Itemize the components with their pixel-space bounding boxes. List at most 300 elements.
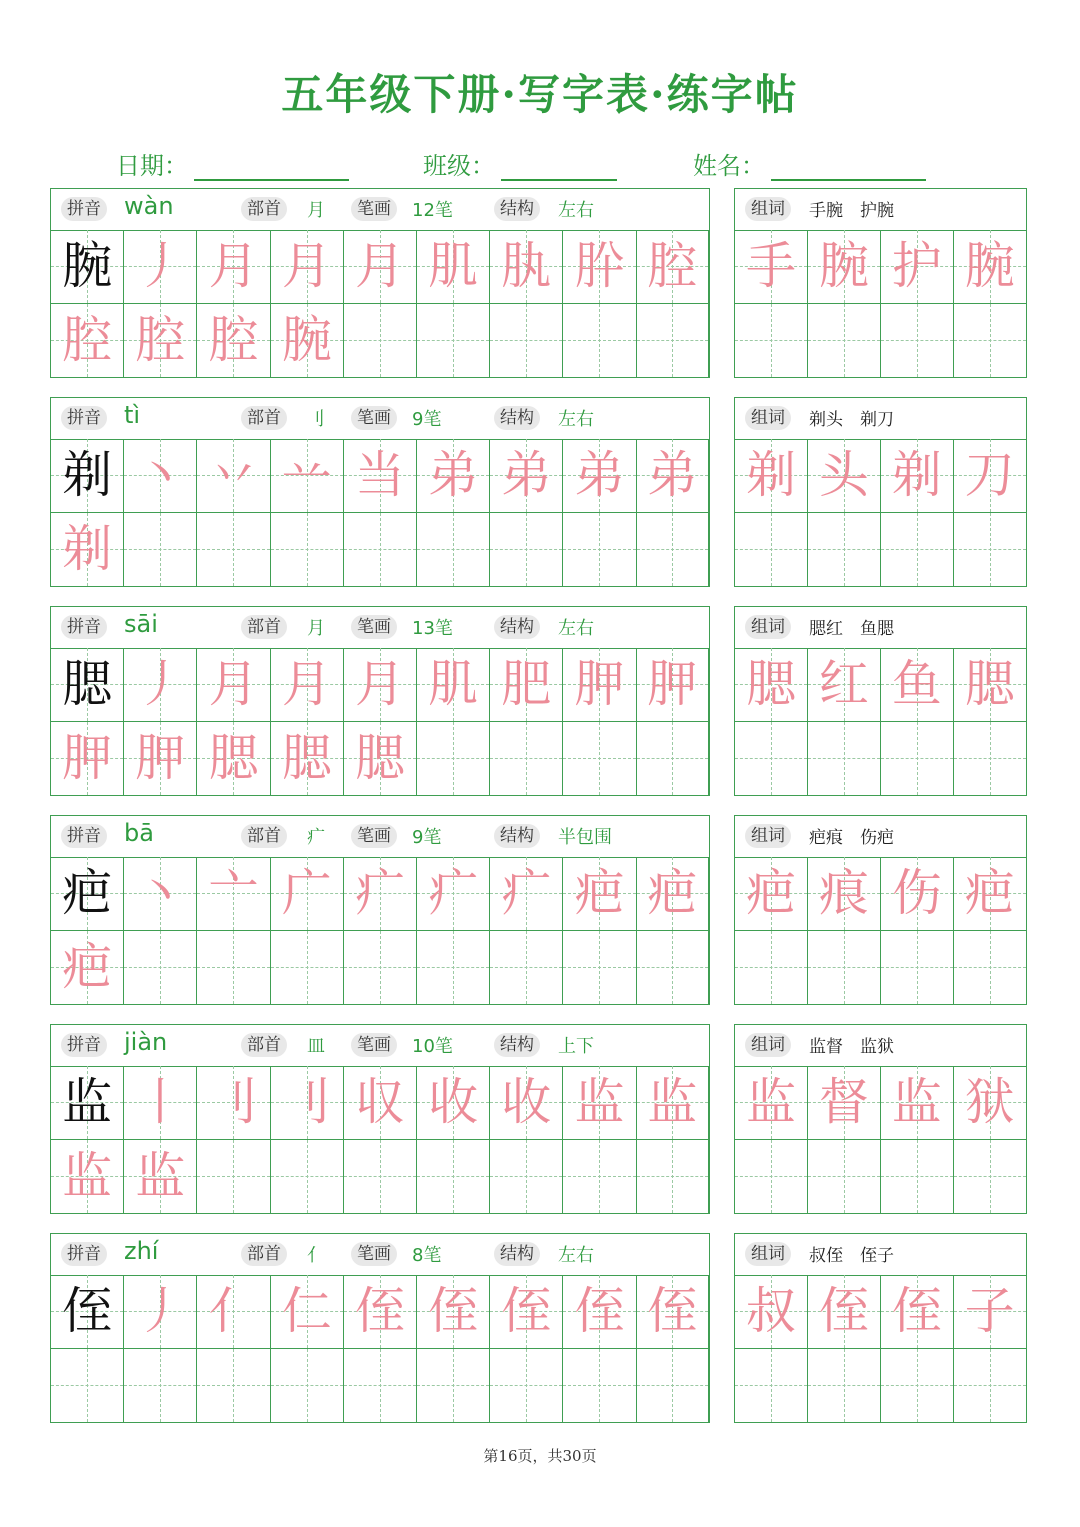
grid-cell[interactable] (417, 439, 490, 513)
strokes-value: 10笔 (412, 1036, 453, 1057)
grid-cell[interactable] (637, 1066, 709, 1140)
grid-cell[interactable] (490, 931, 563, 1005)
words-tag: 组词 (745, 197, 791, 221)
grid-cell[interactable] (490, 1140, 563, 1214)
grid-cell[interactable] (197, 1066, 270, 1140)
char-info-row (51, 816, 709, 858)
stroke-step-character: 胛 (62, 728, 113, 787)
char-practice-panel (50, 606, 710, 796)
stroke-step-character: 疤 (574, 864, 625, 922)
word-cell[interactable] (808, 1275, 881, 1349)
word-character: 腕 (964, 237, 1015, 295)
grid-cell[interactable] (637, 722, 709, 796)
word-cell[interactable] (735, 230, 808, 304)
grid-cell[interactable] (344, 230, 417, 304)
page-title: 五年级下册·写字表·练字帖 (281, 70, 799, 119)
stroke-step-character: 疒 (501, 864, 552, 922)
grid-cell[interactable] (51, 1349, 124, 1423)
strokes-tag: 笔画 (351, 824, 397, 848)
word-cell[interactable] (735, 1066, 808, 1140)
grid-cell[interactable] (124, 304, 197, 378)
grid-cell[interactable] (197, 439, 270, 513)
stroke-step-character: 亠 (208, 864, 259, 922)
word-cell[interactable] (735, 722, 808, 796)
stroke-step-character: 收 (428, 1073, 479, 1131)
cell-guide-vertical (526, 931, 527, 1005)
grid-cell[interactable] (490, 1349, 563, 1423)
grid-cell[interactable] (344, 1066, 417, 1140)
grid-cell[interactable] (417, 513, 490, 587)
word-cell[interactable] (881, 513, 954, 587)
grid-cell[interactable] (637, 931, 709, 1005)
cell-guide-vertical (453, 513, 454, 587)
stroke-step-character: 收 (501, 1073, 552, 1131)
grid-cell[interactable] (563, 1349, 636, 1423)
stroke-step-character: 弟 (647, 446, 698, 504)
stroke-step-character: 腮 (281, 728, 332, 787)
grid-cell[interactable] (51, 1066, 124, 1140)
grid-cell[interactable] (197, 857, 270, 931)
radical-value: 刂 (307, 409, 325, 430)
stroke-step-character: 侄 (574, 1282, 625, 1340)
word-character: 头 (818, 446, 869, 504)
cell-guide-vertical (990, 304, 991, 378)
cell-guide-vertical (160, 1349, 161, 1423)
stroke-step-character: 监 (135, 1146, 186, 1205)
grid-cell[interactable] (637, 513, 709, 587)
stroke-step-character: 肌 (428, 655, 479, 713)
stroke-step-character: 丿 (135, 655, 186, 713)
words-tag: 组词 (745, 824, 791, 848)
word-cell[interactable] (808, 1349, 881, 1423)
grid-cell[interactable] (51, 1275, 124, 1349)
structure-tag: 结构 (494, 1242, 540, 1266)
structure-value: 左右 (558, 1245, 594, 1266)
grid-cell[interactable] (563, 648, 636, 722)
grid-cell[interactable] (271, 1066, 344, 1140)
name-field[interactable] (693, 146, 926, 181)
cell-guide-vertical (380, 513, 381, 587)
grid-cell[interactable] (51, 857, 124, 931)
grid-cell[interactable] (490, 1066, 563, 1140)
grid-cell[interactable] (417, 931, 490, 1005)
structure-value: 左右 (558, 200, 594, 221)
word-cell[interactable] (954, 304, 1026, 378)
grid-cell[interactable] (490, 857, 563, 931)
stroke-step-character: 侄 (647, 1282, 698, 1340)
cell-guide-vertical (672, 513, 673, 587)
class-label: 班级： (423, 152, 495, 180)
word-practice-panel (734, 397, 1027, 587)
grid-cell[interactable] (124, 1066, 197, 1140)
strokes-value: 9笔 (412, 409, 442, 430)
grid-cell[interactable] (51, 648, 124, 722)
grid-cell[interactable] (124, 931, 197, 1005)
cell-guide-vertical (526, 1349, 527, 1423)
cell-guide-vertical (233, 1140, 234, 1214)
grid-cell[interactable] (271, 513, 344, 587)
grid-cell[interactable] (637, 1349, 709, 1423)
word-cell[interactable] (808, 1066, 881, 1140)
grid-cell[interactable] (344, 513, 417, 587)
stroke-step-character: 丷 (208, 446, 259, 504)
grid-cell[interactable] (563, 1140, 636, 1214)
stroke-step-character: 肌 (428, 237, 479, 295)
strokes-value: 9笔 (412, 827, 442, 848)
cell-guide-vertical (307, 513, 308, 587)
word-info-row (735, 607, 1026, 649)
cell-guide-vertical (453, 722, 454, 796)
stroke-step-character: 胛 (135, 728, 186, 787)
word-cell[interactable] (881, 931, 954, 1005)
grid-cell[interactable] (344, 1140, 417, 1214)
word-cell[interactable] (954, 722, 1026, 796)
page-footer: 第16页，共30页 (483, 1447, 597, 1465)
stroke-step-character: 月 (208, 655, 259, 713)
grid-cell[interactable] (197, 513, 270, 587)
date-field[interactable] (116, 146, 349, 181)
word-cell[interactable] (735, 304, 808, 378)
grid-cell[interactable] (197, 304, 270, 378)
word-cell[interactable] (881, 304, 954, 378)
grid-cell[interactable] (51, 439, 124, 513)
word-cell[interactable] (808, 513, 881, 587)
grid-cell[interactable] (271, 722, 344, 796)
cell-guide-vertical (917, 722, 918, 796)
cell-guide-vertical (307, 1349, 308, 1423)
strokes-tag: 笔画 (351, 1242, 397, 1266)
grid-cell[interactable] (490, 513, 563, 587)
date-underline[interactable] (194, 155, 349, 181)
word-cell[interactable] (735, 857, 808, 931)
pinyin-tag: 拼音 (61, 197, 107, 221)
word-cell[interactable] (954, 1275, 1026, 1349)
grid-cell[interactable] (344, 439, 417, 513)
word-cell[interactable] (808, 648, 881, 722)
word-cell[interactable] (735, 1140, 808, 1214)
practice-block (50, 606, 1027, 796)
grid-cell[interactable] (637, 230, 709, 304)
word-cell[interactable] (808, 857, 881, 931)
word-cell[interactable] (808, 439, 881, 513)
class-underline[interactable] (501, 155, 617, 181)
grid-cell[interactable] (417, 304, 490, 378)
char-practice-panel (50, 1233, 710, 1423)
pinyin-value: tì (124, 401, 141, 429)
cell-guide-vertical (771, 722, 772, 796)
stroke-step-character: 肥 (501, 655, 552, 713)
grid-cell[interactable] (51, 1140, 124, 1214)
strokes-tag: 笔画 (351, 615, 397, 639)
grid-cell[interactable] (271, 1275, 344, 1349)
cell-guide-vertical (771, 1140, 772, 1214)
grid-cell[interactable] (490, 304, 563, 378)
grid-cell[interactable] (490, 439, 563, 513)
grid-cell[interactable] (344, 931, 417, 1005)
grid-cell[interactable] (124, 513, 197, 587)
word-character: 护 (891, 237, 942, 295)
grid-cell[interactable] (51, 304, 124, 378)
word-cell[interactable] (954, 513, 1026, 587)
grid-cell[interactable] (637, 857, 709, 931)
practice-block (50, 1024, 1027, 1214)
word-cell[interactable] (954, 439, 1026, 513)
cell-guide-vertical (771, 1349, 772, 1423)
grid-cell[interactable] (271, 857, 344, 931)
grid-cell[interactable] (417, 1066, 490, 1140)
word-cell[interactable] (881, 439, 954, 513)
word-character: 痕 (818, 864, 869, 922)
pinyin-tag: 拼音 (61, 1242, 107, 1266)
word-character: 子 (964, 1282, 1015, 1340)
structure-tag: 结构 (494, 824, 540, 848)
cell-guide-vertical (917, 1140, 918, 1214)
grid-cell[interactable] (563, 1066, 636, 1140)
main-character: 侄 (62, 1282, 113, 1340)
practice-block (50, 397, 1027, 587)
grid-cell[interactable] (344, 857, 417, 931)
stroke-step-character: 疤 (647, 864, 698, 922)
stroke-step-character: 刂 (281, 1073, 332, 1131)
grid-cell[interactable] (51, 230, 124, 304)
word-practice-panel (734, 815, 1027, 1005)
word-info-row (735, 189, 1026, 231)
grid-cell[interactable] (124, 722, 197, 796)
grid-cell[interactable] (51, 722, 124, 796)
word-character: 狱 (964, 1073, 1015, 1131)
grid-cell[interactable] (417, 857, 490, 931)
grid-cell[interactable] (490, 230, 563, 304)
radical-tag: 部首 (241, 406, 287, 430)
word-info-row (735, 1025, 1026, 1067)
word-cell[interactable] (954, 1066, 1026, 1140)
grid-cell[interactable] (490, 648, 563, 722)
stroke-step-character: 疒 (354, 864, 405, 922)
stroke-step-character: 侄 (501, 1282, 552, 1340)
grid-cell[interactable] (124, 1140, 197, 1214)
grid-cell[interactable] (197, 230, 270, 304)
grid-cell[interactable] (271, 648, 344, 722)
word-cell[interactable] (881, 1140, 954, 1214)
grid-cell[interactable] (417, 1349, 490, 1423)
grid-cell[interactable] (417, 1275, 490, 1349)
cell-guide-vertical (990, 722, 991, 796)
stroke-step-character: 腔 (62, 310, 113, 369)
word-character: 刀 (964, 446, 1015, 504)
word-cell[interactable] (735, 648, 808, 722)
word-cell[interactable] (881, 857, 954, 931)
pinyin-tag: 拼音 (61, 406, 107, 430)
stroke-step-character: 亻 (208, 1282, 259, 1340)
word-character: 红 (818, 655, 869, 713)
grid-cell[interactable] (417, 648, 490, 722)
grid-cell[interactable] (197, 722, 270, 796)
stroke-step-character: 弟 (501, 446, 552, 504)
grid-cell[interactable] (637, 439, 709, 513)
grid-cell[interactable] (563, 857, 636, 931)
stroke-step-character: 月 (354, 655, 405, 713)
word-character: 监 (891, 1073, 942, 1131)
structure-tag: 结构 (494, 406, 540, 430)
structure-value: 上下 (558, 1036, 594, 1057)
grid-cell[interactable] (124, 1349, 197, 1423)
cell-guide-vertical (526, 513, 527, 587)
cell-guide-vertical (990, 1349, 991, 1423)
name-label: 姓名： (693, 152, 765, 180)
grid-cell[interactable] (51, 513, 124, 587)
grid-cell[interactable] (344, 304, 417, 378)
pinyin-tag: 拼音 (61, 1033, 107, 1057)
strokes-value: 13笔 (412, 618, 453, 639)
word-cell[interactable] (735, 513, 808, 587)
grid-cell[interactable] (344, 1349, 417, 1423)
stroke-step-character: 弟 (574, 446, 625, 504)
grid-cell[interactable] (271, 304, 344, 378)
radical-value: 皿 (307, 1036, 325, 1057)
practice-block (50, 188, 1027, 378)
word-cell[interactable] (954, 648, 1026, 722)
grid-cell[interactable] (197, 1140, 270, 1214)
word-cell[interactable] (881, 648, 954, 722)
word-cell[interactable] (735, 1275, 808, 1349)
grid-cell[interactable] (51, 931, 124, 1005)
stroke-step-character: 弟 (428, 446, 479, 504)
grid-cell[interactable] (124, 648, 197, 722)
words-value: 腮红 鱼腮 (809, 619, 894, 639)
strokes-value: 8笔 (412, 1245, 442, 1266)
cell-guide-vertical (844, 1140, 845, 1214)
structure-value: 半包围 (558, 827, 612, 848)
class-field[interactable] (423, 146, 617, 181)
grid-cell[interactable] (344, 648, 417, 722)
grid-cell[interactable] (271, 1140, 344, 1214)
word-cell[interactable] (954, 931, 1026, 1005)
grid-cell[interactable] (344, 722, 417, 796)
grid-cell[interactable] (563, 304, 636, 378)
stroke-step-character: 月 (208, 237, 259, 295)
stroke-step-character: 腮 (208, 728, 259, 787)
grid-cell[interactable] (417, 722, 490, 796)
name-underline[interactable] (771, 155, 926, 181)
stroke-step-character: 侄 (428, 1282, 479, 1340)
grid-cell[interactable] (197, 648, 270, 722)
grid-cell[interactable] (124, 439, 197, 513)
cell-guide-vertical (917, 931, 918, 1005)
word-cell[interactable] (735, 439, 808, 513)
grid-cell[interactable] (271, 439, 344, 513)
cell-guide-vertical (526, 304, 527, 378)
char-info-row (51, 398, 709, 440)
cell-guide-vertical (599, 931, 600, 1005)
grid-cell[interactable] (197, 931, 270, 1005)
grid-cell[interactable] (490, 722, 563, 796)
grid-cell[interactable] (417, 230, 490, 304)
cell-guide-vertical (307, 1140, 308, 1214)
stroke-step-character: 月 (281, 237, 332, 295)
stroke-step-character: 丿 (135, 237, 186, 295)
grid-cell[interactable] (563, 230, 636, 304)
char-practice-panel (50, 815, 710, 1005)
stroke-step-character: 丿 (135, 1282, 186, 1340)
word-cell[interactable] (735, 931, 808, 1005)
grid-cell[interactable] (563, 513, 636, 587)
char-practice-panel (50, 397, 710, 587)
stroke-step-character: 腮 (354, 728, 405, 787)
word-cell[interactable] (954, 1140, 1026, 1214)
grid-cell[interactable] (563, 722, 636, 796)
grid-cell[interactable] (124, 230, 197, 304)
grid-cell[interactable] (563, 439, 636, 513)
radical-value: 亻 (307, 1245, 325, 1266)
word-cell[interactable] (881, 1349, 954, 1423)
grid-cell[interactable] (124, 1275, 197, 1349)
word-cell[interactable] (735, 1349, 808, 1423)
word-cell[interactable] (881, 1066, 954, 1140)
stroke-step-character: 胛 (574, 655, 625, 713)
word-cell[interactable] (954, 230, 1026, 304)
grid-cell[interactable] (637, 1275, 709, 1349)
cell-guide-vertical (599, 722, 600, 796)
grid-cell[interactable] (344, 1275, 417, 1349)
word-cell[interactable] (881, 1275, 954, 1349)
word-character: 腮 (745, 655, 796, 713)
grid-cell[interactable] (197, 1349, 270, 1423)
cell-guide-vertical (526, 722, 527, 796)
cell-guide-vertical (990, 931, 991, 1005)
word-character: 剃 (891, 446, 942, 504)
word-cell[interactable] (954, 857, 1026, 931)
word-cell[interactable] (808, 1140, 881, 1214)
grid-cell[interactable] (271, 230, 344, 304)
grid-cell[interactable] (271, 1349, 344, 1423)
grid-cell[interactable] (417, 1140, 490, 1214)
cell-guide-vertical (453, 1140, 454, 1214)
pinyin-value: bā (124, 819, 154, 847)
stroke-step-character: 胛 (647, 655, 698, 713)
grid-cell[interactable] (271, 931, 344, 1005)
strokes-tag: 笔画 (351, 406, 397, 430)
word-cell[interactable] (808, 722, 881, 796)
word-cell[interactable] (808, 304, 881, 378)
word-cell[interactable] (881, 230, 954, 304)
radical-tag: 部首 (241, 1033, 287, 1057)
cell-guide-vertical (844, 1349, 845, 1423)
grid-cell[interactable] (637, 648, 709, 722)
grid-cell[interactable] (637, 304, 709, 378)
word-cell[interactable] (808, 931, 881, 1005)
words-tag: 组词 (745, 1242, 791, 1266)
cell-guide-vertical (990, 1140, 991, 1214)
word-cell[interactable] (881, 722, 954, 796)
word-cell[interactable] (954, 1349, 1026, 1423)
word-character: 疤 (964, 864, 1015, 922)
grid-cell[interactable] (124, 857, 197, 931)
grid-cell[interactable] (637, 1140, 709, 1214)
word-character: 督 (818, 1073, 869, 1131)
pinyin-tag: 拼音 (61, 615, 107, 639)
cell-guide-vertical (672, 931, 673, 1005)
grid-cell[interactable] (563, 1275, 636, 1349)
grid-cell[interactable] (197, 1275, 270, 1349)
pinyin-value: sāi (124, 610, 158, 638)
word-practice-panel (734, 1233, 1027, 1423)
cell-guide-vertical (917, 304, 918, 378)
grid-cell[interactable] (490, 1275, 563, 1349)
strokes-value: 12笔 (412, 200, 453, 221)
grid-cell[interactable] (563, 931, 636, 1005)
word-cell[interactable] (808, 230, 881, 304)
stroke-step-character: 剃 (62, 519, 113, 578)
